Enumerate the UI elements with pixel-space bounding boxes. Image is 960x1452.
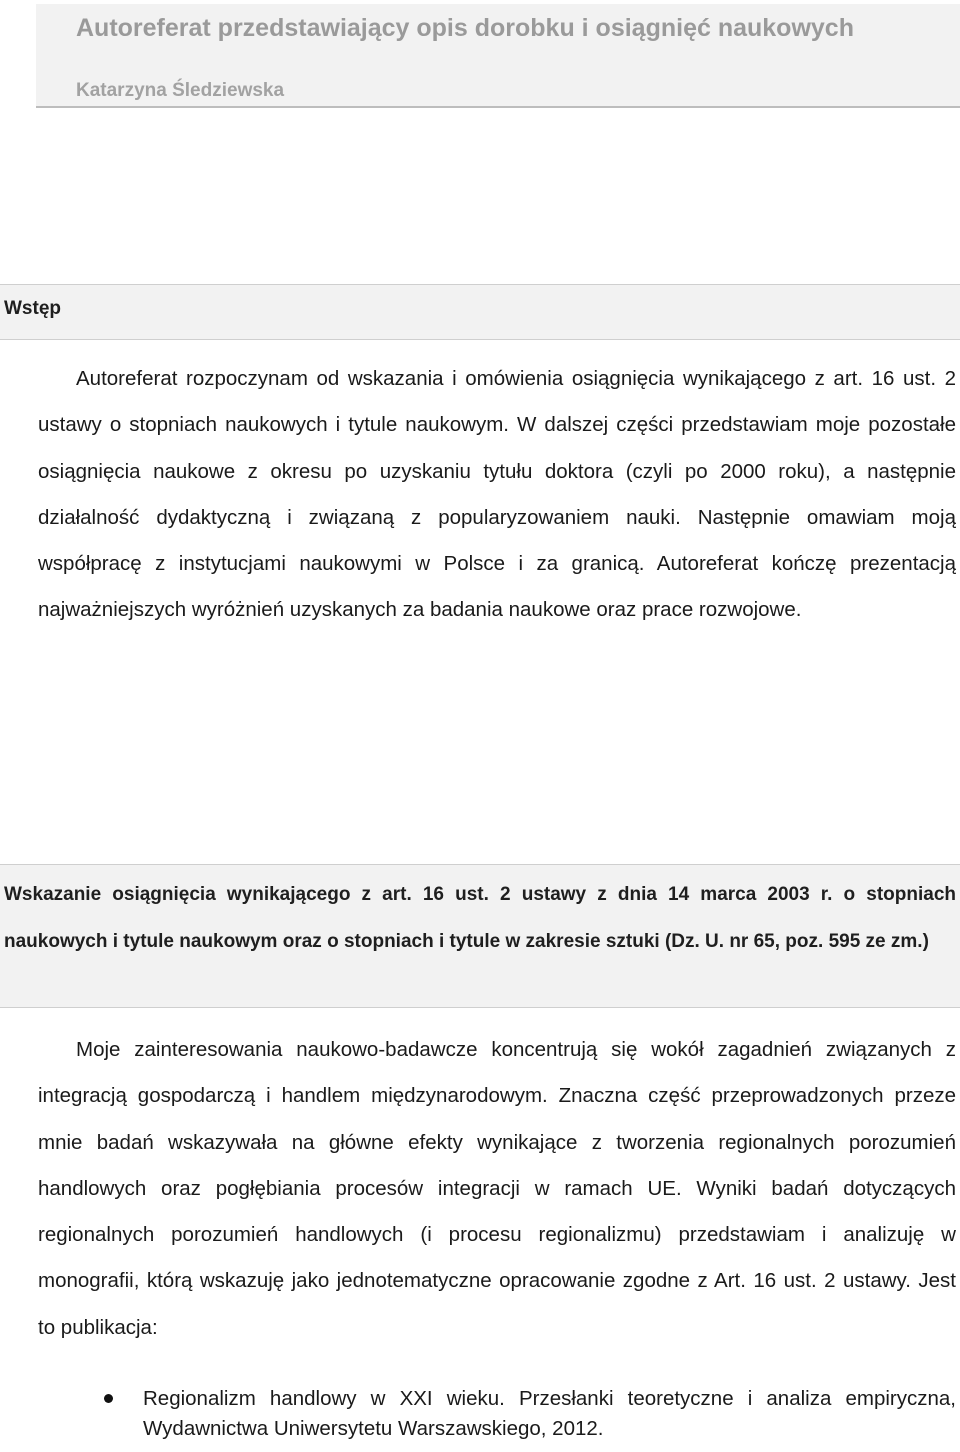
bullet-icon (104, 1394, 113, 1403)
publication-list (0, 1384, 960, 1444)
main-section-heading: Wskazanie osiągnięcia wynikającego z art. 16 ust. 2 ustawy z dnia 14 marca 2003 r. o stopniach naukowych i tytule naukowym oraz o stopniach i tytule w zakresie sztuki (Dz. U. nr 65, poz. 595 ze zm.) (4, 884, 956, 952)
intro-section-heading: Wstęp (4, 298, 61, 319)
main-section-header (0, 864, 960, 1008)
intro-section-header (0, 284, 960, 340)
publication-text: Regionalizm handlowy w XXI wieku. Przesłanki teoretyczne i analiza empiryczna, Wydawnictwa Uniwersytetu Warszawskiego, 2012. (143, 1387, 956, 1440)
list-item (0, 1384, 960, 1444)
main-paragraph: Moje zainteresowania naukowo-badawcze koncentrują się wokół zagadnień związanych z integracją gospodarczą i handlem międzynarodowym. Znaczna część przeprowadzonych przeze mnie badań wskazywała na główne efekty wynikające z tworzenia regionalnych porozumień handlowych oraz pogłębiania procesów integracji w ramach UE. Wyniki badań dotyczących regionalnych porozumień handlowych (i procesu regionalizmu) przedstawiam i analizuję w monografii, którą wskazuję jako jednotematyczne opracowanie zgodne z Art. 16 ust. 2 ustawy. Jest to publikacja: (38, 1038, 956, 1339)
document-title-box (36, 4, 960, 108)
document-author: Katarzyna Śledziewska (76, 80, 285, 101)
document-title: Autoreferat przedstawiający opis dorobku i osiągnięć naukowych (76, 14, 854, 42)
intro-paragraph: Autoreferat rozpoczynam od wskazania i omówienia osiągnięcia wynikającego z art. 16 ust. 2 ustawy o stopniach naukowych i tytule naukowym. W dalszej części przedstawiam moje pozostałe osiągnięcia naukowe z okresu po uzyskaniu tytułu doktora (czyli po 2000 roku), a następnie działalność dydaktyczną i związaną z popularyzowaniem nauki. Następnie omawiam moją współpracę z instytucjami naukowymi w Polsce i za granicą. Autoreferat kończę prezentacją najważniejszych wyróżnień uzyskanych za badania naukowe oraz prace rozwojowe. (38, 367, 956, 622)
